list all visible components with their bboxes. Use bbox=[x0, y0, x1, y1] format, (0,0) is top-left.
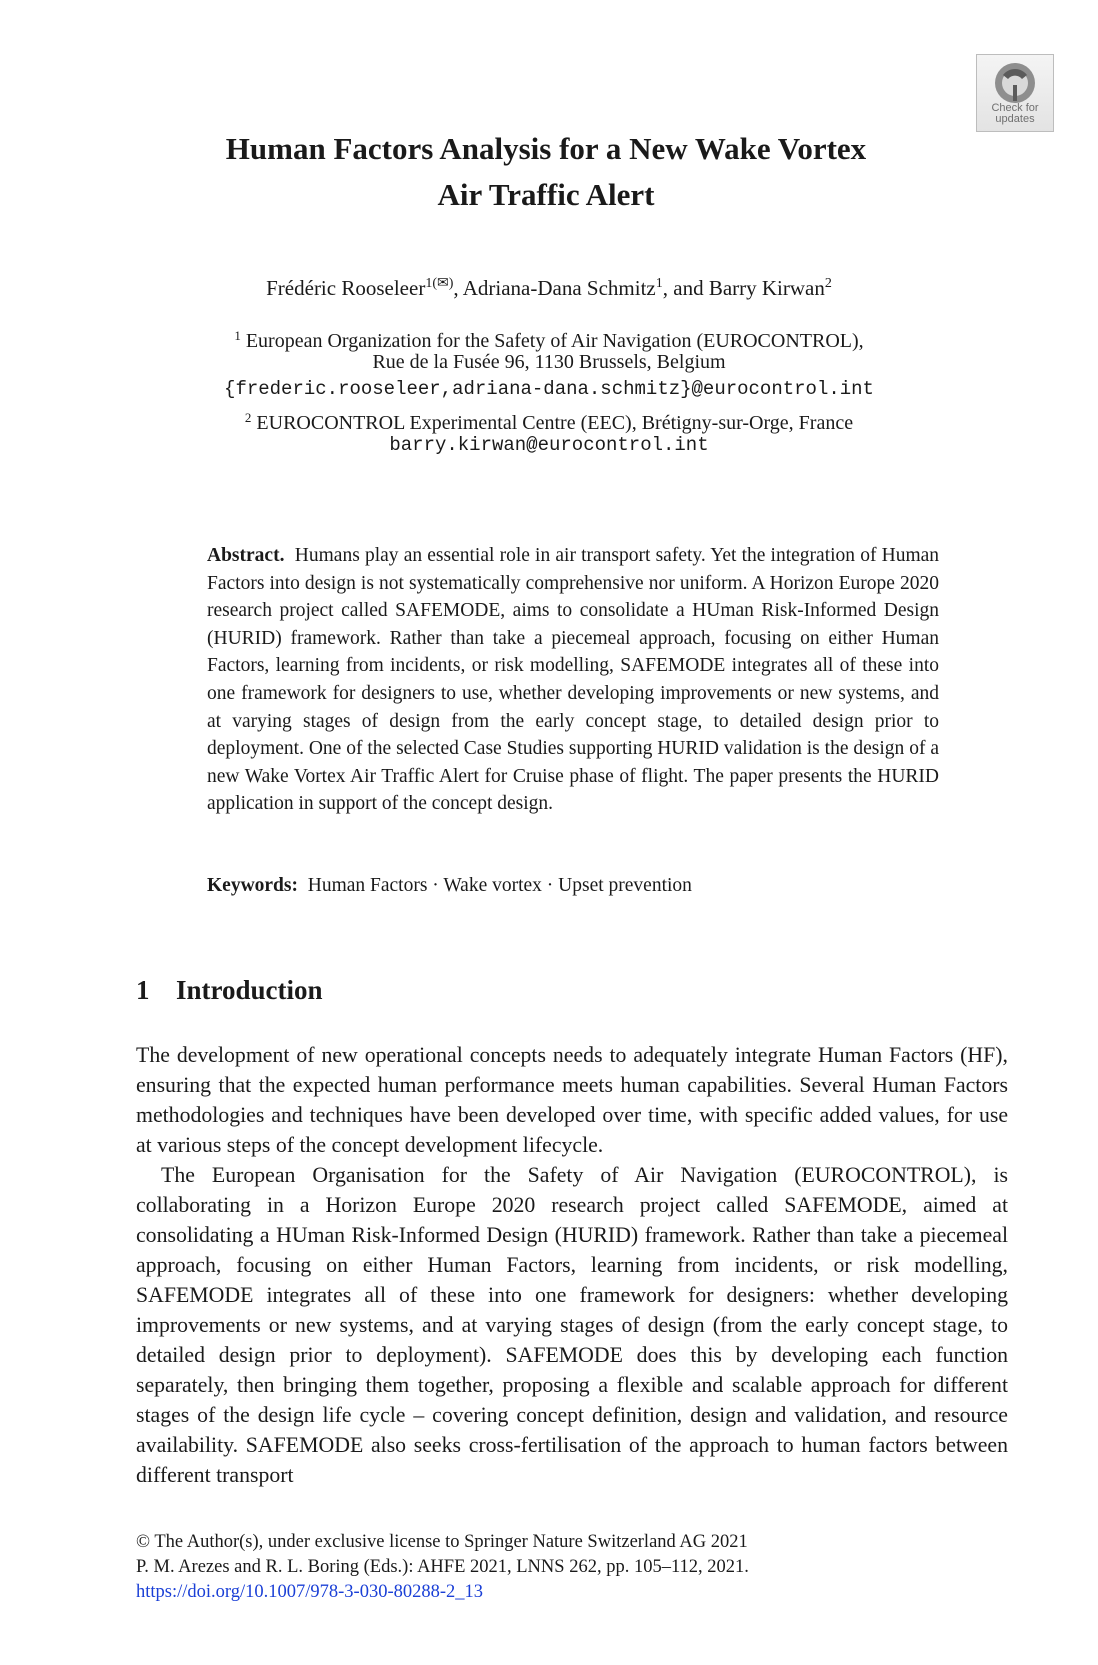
keywords-text: Human Factors · Wake vortex · Upset prevention bbox=[307, 875, 692, 896]
check-for-updates-icon bbox=[993, 61, 1037, 105]
affiliation-2-email[interactable]: barry.kirwan@eurocontrol.int bbox=[389, 434, 709, 456]
author-name: Barry Kirwan bbox=[708, 276, 825, 300]
title-line-2: Air Traffic Alert bbox=[437, 177, 655, 212]
body-paragraph-2: The European Organisation for the Safety of Air Navigation (EUROCONTROL), is collaborating in a Horizon Europe 2020 research project called SAFEMODE, aimed at consolidating a HUman Risk-Informed Design (HURID) framework. Rather than take a piecemeal approach, focusing on either Human Factors, learning from incidents, or risk modelling, SAFEMODE integrates all of these into one framework for designers: whether developing improvements or new systems, and at varying stages of design (from the early concept stage, to detailed design prior to deployment). SAFEMODE does this by developing each function separately, then bringing them together, proposing a flexible and scalable approach for different stages of the design life cycle – covering concept definition, design and validation, and resource availability. SAFEMODE also seeks cross-fertilisation of the approach to human factors between different transport bbox=[136, 1163, 1008, 1487]
author-name: Adriana-Dana Schmitz bbox=[462, 276, 656, 300]
author-separator: , and bbox=[662, 276, 709, 300]
author-separator: , bbox=[453, 276, 463, 300]
body-paragraph-1: The development of new operational concepts needs to adequately integrate Human Factors (HF), ensuring that the expected human performance meets human capabilities. Several Human Factors methodologies and techniques have been developed over time, with specific added values, for use at various steps of the concept development lifecycle. bbox=[136, 1043, 1008, 1157]
affiliation-text: European Organization for the Safety of Air Navigation (EUROCONTROL), bbox=[245, 330, 864, 352]
badge-label bbox=[977, 103, 1053, 125]
badge-label-line1: Check for bbox=[991, 102, 1039, 114]
author-affiliation-mark: 1 bbox=[655, 276, 663, 291]
section-title: Introduction bbox=[176, 975, 323, 1005]
author-affiliation-mark: 2 bbox=[824, 276, 832, 291]
affiliation-number: 2 bbox=[244, 410, 252, 425]
badge-label-line2: updates bbox=[995, 113, 1035, 125]
affiliation-text: EUROCONTROL Experimental Centre (EEC), Brétigny-sur-Orge, France bbox=[256, 412, 854, 434]
paper-title bbox=[150, 126, 942, 218]
envelope-icon[interactable]: ✉ bbox=[436, 276, 449, 291]
abstract-text: Humans play an essential role in air transport safety. Yet the integration of Human Factors into design is not systematically comprehensive nor uniform. A Horizon Europe 2020 research project called SAFEMODE, aims to consolidate a HUman Risk-Informed Design (HURID) framework. Rather than take a piecemeal approach, focusing on either Human Factors, learning from incidents, or risk modelling, SAFEMODE integrates all of these into one framework for designers to use, whether developing improvements or new systems, and at varying stages of design from the early concept stage, to detailed design prior to deployment. One of the selected Case Studies supporting HURID validation is the design of a new Wake Vortex Air Traffic Alert for Cruise phase of flight. The paper presents the HURID application in support of the concept design. bbox=[207, 545, 940, 815]
keywords-label: Keywords: bbox=[207, 875, 298, 896]
keywords bbox=[207, 872, 939, 899]
abstract-label: Abstract. bbox=[207, 545, 285, 566]
check-for-updates-badge[interactable] bbox=[976, 54, 1054, 132]
author-name: Frédéric Rooseleer bbox=[266, 276, 426, 300]
title-line-1: Human Factors Analysis for a New Wake Vortex bbox=[225, 131, 867, 166]
section-number: 1 bbox=[136, 975, 150, 1005]
abstract bbox=[207, 542, 939, 818]
affiliation-paren: ) bbox=[448, 276, 454, 291]
affiliation-address: Rue de la Fusée 96, 1130 Brussels, Belgium bbox=[372, 351, 726, 373]
affiliation-1-email[interactable]: {frederic.rooseleer,adriana-dana.schmitz}@eurocontrol.int bbox=[224, 378, 874, 400]
affiliation-number: 1 bbox=[234, 328, 241, 343]
affiliation-number: 1( bbox=[425, 276, 437, 291]
footer bbox=[136, 1530, 1008, 1605]
section-heading bbox=[136, 972, 323, 1008]
affiliation-1-address bbox=[120, 349, 978, 376]
doi-link[interactable]: https://doi.org/10.1007/978-3-030-80288-2_13 bbox=[136, 1582, 484, 1602]
citation-line: P. M. Arezes and R. L. Boring (Eds.): AHFE 2021, LNNS 262, pp. 105–112, 2021. bbox=[136, 1557, 749, 1577]
author-affiliation-mark bbox=[425, 276, 453, 291]
author-list bbox=[120, 270, 978, 302]
copyright-notice: © The Author(s), under exclusive license to Springer Nature Switzerland AG 2021 bbox=[136, 1532, 748, 1552]
